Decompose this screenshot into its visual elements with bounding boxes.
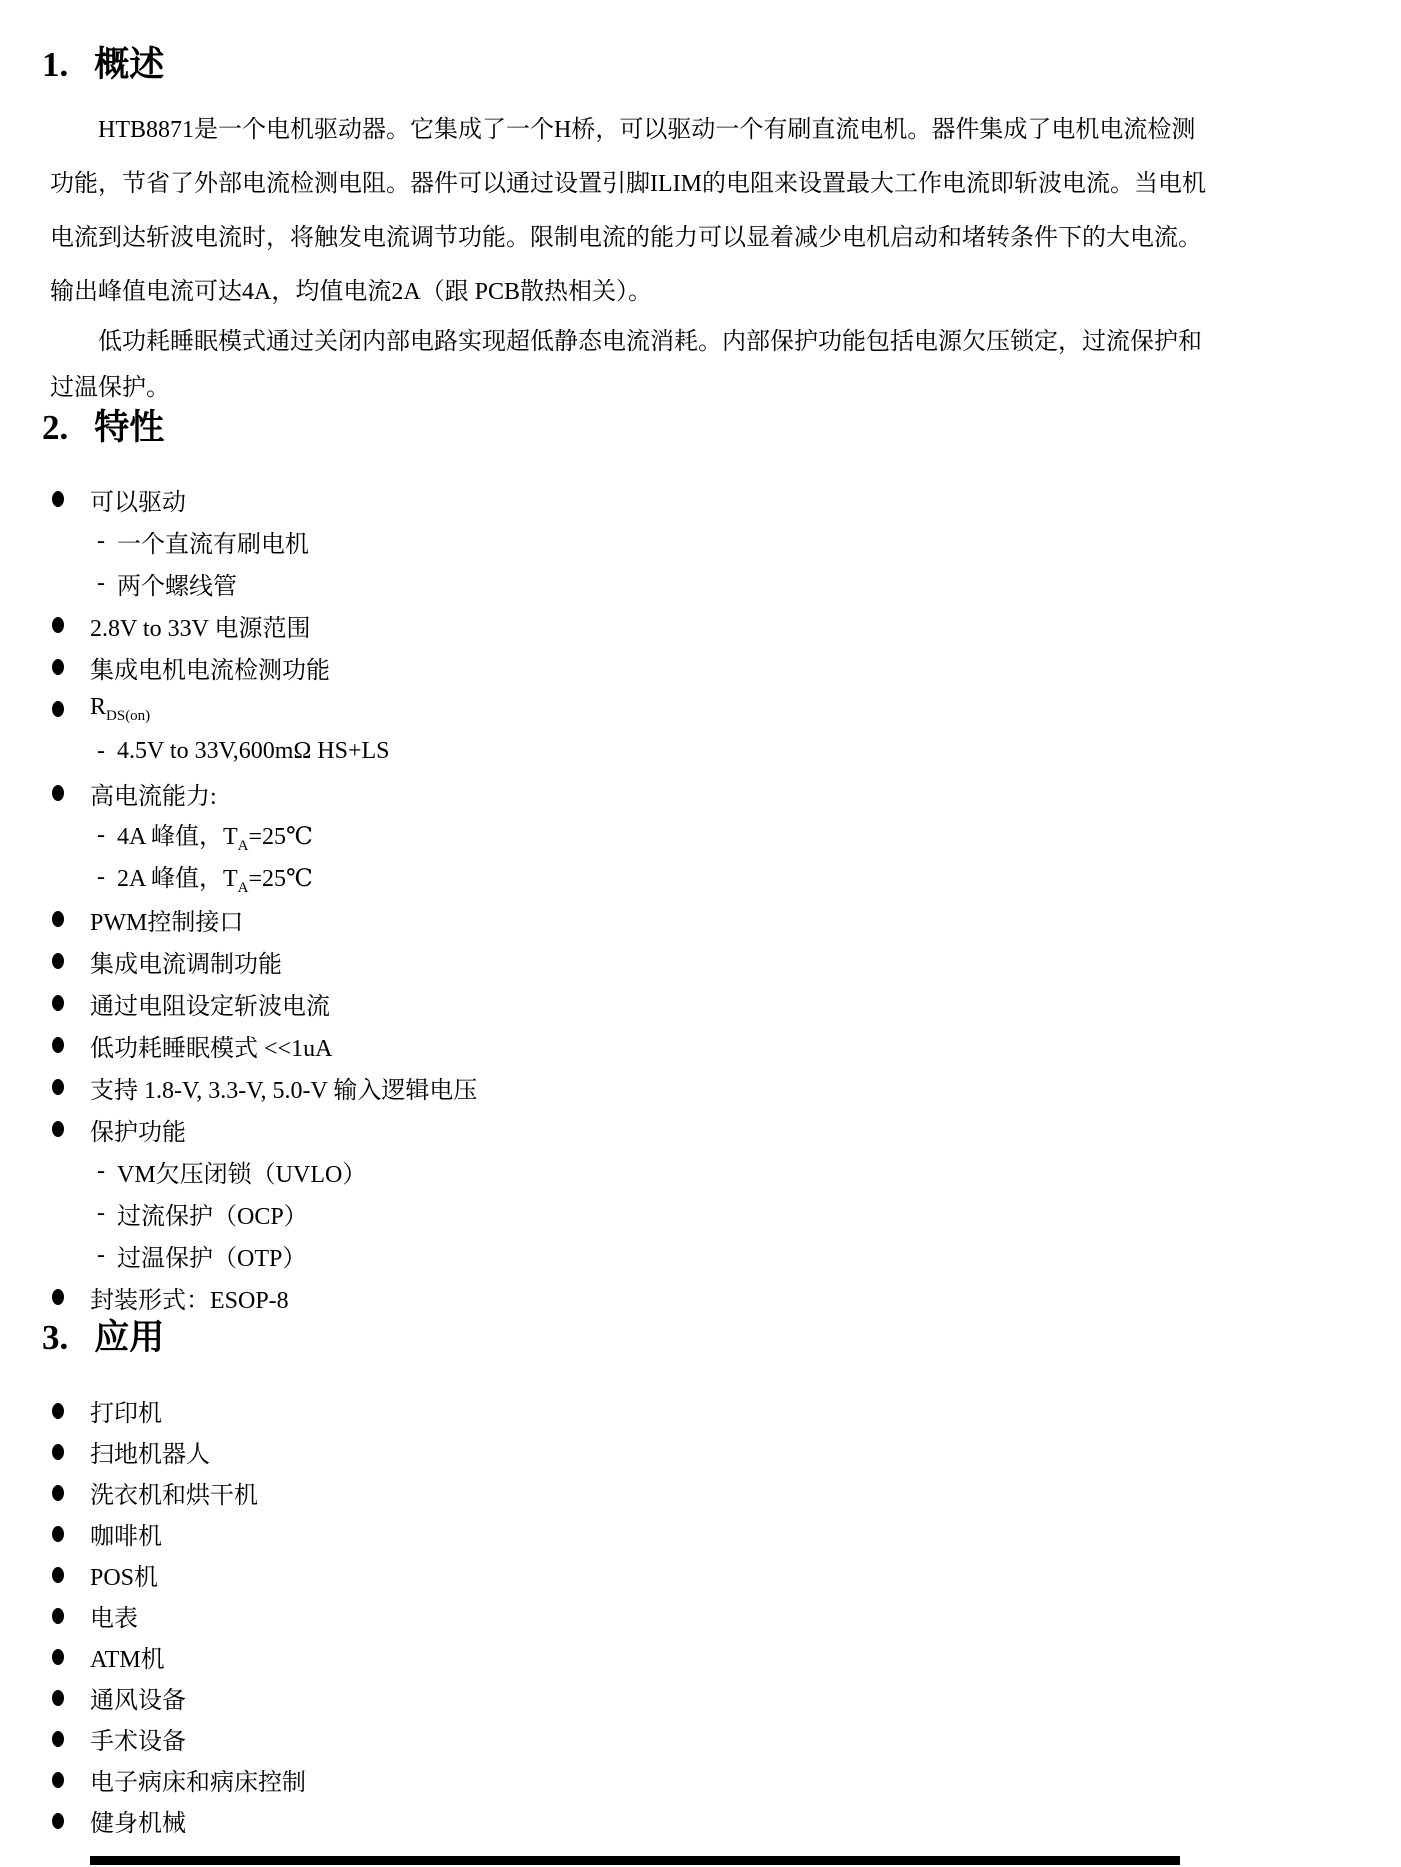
bullet-icon: [52, 1526, 64, 1542]
feature-item: [0, 1066, 1401, 1108]
item-text: =25℃: [248, 865, 313, 892]
item-text: 高电流能力:: [90, 783, 217, 810]
subscript-text: DS(on): [106, 707, 151, 724]
overview-text-line: 功能，节省了外部电流检测电阻。器件可以通过设置引脚ILIM的电阻来设置最大工作电流即斩波电流。当电机: [50, 171, 1206, 197]
feature-label: [117, 566, 237, 601]
item-text: =25℃: [248, 823, 313, 850]
item-text: 4A 峰值，T: [117, 823, 238, 850]
overview-paragraph-1: [50, 103, 1206, 319]
application-label: 通风设备: [90, 1688, 186, 1714]
application-label: 洗衣机和烘干机: [90, 1483, 258, 1509]
feature-label: [117, 1238, 306, 1273]
feature-label: [117, 738, 390, 765]
application-item: [0, 1472, 1401, 1513]
subscript-text: A: [237, 837, 249, 854]
application-label: 健身机械: [90, 1811, 186, 1837]
item-text: VM欠压闭锁（UVLO）: [117, 1161, 367, 1188]
bullet-icon: [52, 1403, 64, 1419]
application-label: 扫地机器人: [90, 1442, 210, 1468]
item-text: 通过电阻设定斩波电流: [90, 993, 330, 1020]
applications-list: [0, 1390, 1401, 1841]
application-item: [0, 1718, 1401, 1759]
bullet-icon: [52, 953, 64, 969]
feature-item: [0, 688, 1401, 730]
item-text: 一个直流有刷电机: [117, 531, 309, 558]
feature-sub-item: [0, 856, 1401, 898]
overview-paragraph-2: [50, 319, 1202, 411]
dash-icon: -: [97, 737, 105, 764]
item-text: 2.8V to 33V 电源范围: [90, 615, 311, 642]
bullet-icon: [52, 1731, 64, 1747]
feature-sub-item: [0, 730, 1401, 772]
dash-icon: -: [97, 1199, 105, 1226]
overview-text-line: 电流到达斩波电流时，将触发电流调节功能。限制电流的能力可以显着减少电机启动和堵转条件下的大电流。: [50, 225, 1202, 251]
bullet-icon: [52, 1079, 64, 1095]
feature-sub-item: [0, 1150, 1401, 1192]
overview-text-line: 输出峰值电流可达4A，均值电流2A（跟 PCB散热相关）。: [50, 279, 653, 305]
section-2-title: 特性: [94, 408, 165, 447]
application-item: [0, 1431, 1401, 1472]
item-text: 低功耗睡眠模式 <<1uA: [90, 1035, 333, 1062]
feature-label: [90, 482, 186, 517]
bullet-icon: [52, 1121, 64, 1137]
feature-label: [90, 1028, 332, 1063]
feature-label: [90, 650, 330, 685]
bullet-icon: [52, 1608, 64, 1624]
feature-label: [90, 1280, 289, 1315]
feature-label: [90, 944, 282, 979]
bullet-icon: [52, 1037, 64, 1053]
section-1-title: 概述: [94, 45, 165, 84]
feature-item: [0, 1276, 1401, 1318]
feature-label: [90, 902, 243, 937]
feature-sub-item: [0, 520, 1401, 562]
application-item: [0, 1390, 1401, 1431]
item-text: 支持 1.8-V, 3.3-V, 5.0-V 输入逻辑电压: [90, 1077, 478, 1104]
item-text: 过流保护（OCP）: [117, 1203, 308, 1230]
bullet-icon: [52, 1649, 64, 1665]
feature-label: [90, 694, 150, 725]
application-item: [0, 1554, 1401, 1595]
feature-sub-item: [0, 562, 1401, 604]
bullet-icon: [52, 1444, 64, 1460]
feature-label: [117, 858, 313, 897]
item-text: 2A 峰值，T: [117, 865, 238, 892]
item-text: 可以驱动: [90, 489, 186, 516]
next-table-top-border: [90, 1856, 1180, 1865]
feature-label: [90, 608, 310, 643]
feature-label: [117, 524, 309, 559]
feature-sub-item: [0, 814, 1401, 856]
feature-item: [0, 772, 1401, 814]
application-label: 电子病床和病床控制: [90, 1770, 306, 1796]
bullet-icon: [52, 659, 64, 675]
overview-text-line: HTB8871是一个电机驱动器。它集成了一个H桥，可以驱动一个有刷直流电机。器件集成了电机电流检测: [98, 117, 1196, 143]
overview-text-line: 过温保护。: [50, 375, 170, 401]
bullet-icon: [52, 701, 64, 717]
feature-item: [0, 1024, 1401, 1066]
bullet-icon: [52, 1289, 64, 1305]
section-3-title: 应用: [94, 1318, 165, 1357]
item-text: 封装形式：ESOP-8: [90, 1287, 289, 1314]
item-text: 4.5V to 33V,600mΩ HS+LS: [117, 737, 390, 764]
item-text: 两个螺线管: [117, 573, 237, 600]
feature-sub-item: [0, 1192, 1401, 1234]
dash-icon: -: [97, 821, 105, 848]
item-text: 集成电机电流检测功能: [90, 657, 330, 684]
bullet-icon: [52, 617, 64, 633]
item-text: 过温保护（OTP）: [117, 1245, 307, 1272]
overview-text-line: 低功耗睡眠模式通过关闭内部电路实现超低静态电流消耗。内部保护功能包括电源欠压锁定，过流保护和: [98, 329, 1202, 355]
bullet-icon: [52, 1485, 64, 1501]
bullet-icon: [52, 911, 64, 927]
item-text: R: [90, 693, 107, 720]
feature-label: [90, 1112, 186, 1147]
bullet-icon: [52, 1690, 64, 1706]
application-label: ATM机: [90, 1647, 165, 1673]
section-1-number: 1.: [42, 45, 69, 84]
dash-icon: -: [97, 1241, 105, 1268]
feature-label: [117, 816, 313, 855]
bullet-icon: [52, 1813, 64, 1829]
feature-label: [117, 1196, 308, 1231]
item-text: 集成电流调制功能: [90, 951, 282, 978]
application-item: [0, 1513, 1401, 1554]
bullet-icon: [52, 1567, 64, 1583]
application-label: 打印机: [90, 1401, 162, 1427]
feature-item: [0, 646, 1401, 688]
section-3-heading: [42, 1313, 164, 1363]
application-item: [0, 1677, 1401, 1718]
dash-icon: -: [97, 1157, 105, 1184]
feature-label: [90, 776, 217, 811]
dash-icon: -: [97, 569, 105, 596]
application-label: 手术设备: [90, 1729, 186, 1755]
application-item: [0, 1595, 1401, 1636]
bullet-icon: [52, 785, 64, 801]
application-label: 咖啡机: [90, 1524, 162, 1550]
dash-icon: -: [97, 527, 105, 554]
feature-label: [117, 1154, 366, 1189]
section-3-number: 3.: [42, 1318, 69, 1357]
subscript-text: A: [237, 879, 249, 896]
application-item: [0, 1800, 1401, 1841]
feature-item: [0, 982, 1401, 1024]
features-list: [0, 478, 1401, 1318]
feature-item: [0, 898, 1401, 940]
application-item: [0, 1636, 1401, 1677]
item-text: PWM控制接口: [90, 909, 244, 936]
feature-label: [90, 986, 330, 1021]
section-2-heading: [42, 403, 164, 453]
feature-item: [0, 478, 1401, 520]
section-2-number: 2.: [42, 408, 69, 447]
application-label: POS机: [90, 1565, 159, 1591]
bullet-icon: [52, 1772, 64, 1788]
application-item: [0, 1759, 1401, 1800]
section-1-heading: [42, 40, 164, 90]
bullet-icon: [52, 491, 64, 507]
item-text: 保护功能: [90, 1119, 186, 1146]
feature-item: [0, 604, 1401, 646]
feature-item: [0, 940, 1401, 982]
feature-label: [90, 1070, 477, 1105]
application-label: 电表: [90, 1606, 138, 1632]
feature-sub-item: [0, 1234, 1401, 1276]
bullet-icon: [52, 995, 64, 1011]
dash-icon: -: [97, 863, 105, 890]
feature-item: [0, 1108, 1401, 1150]
